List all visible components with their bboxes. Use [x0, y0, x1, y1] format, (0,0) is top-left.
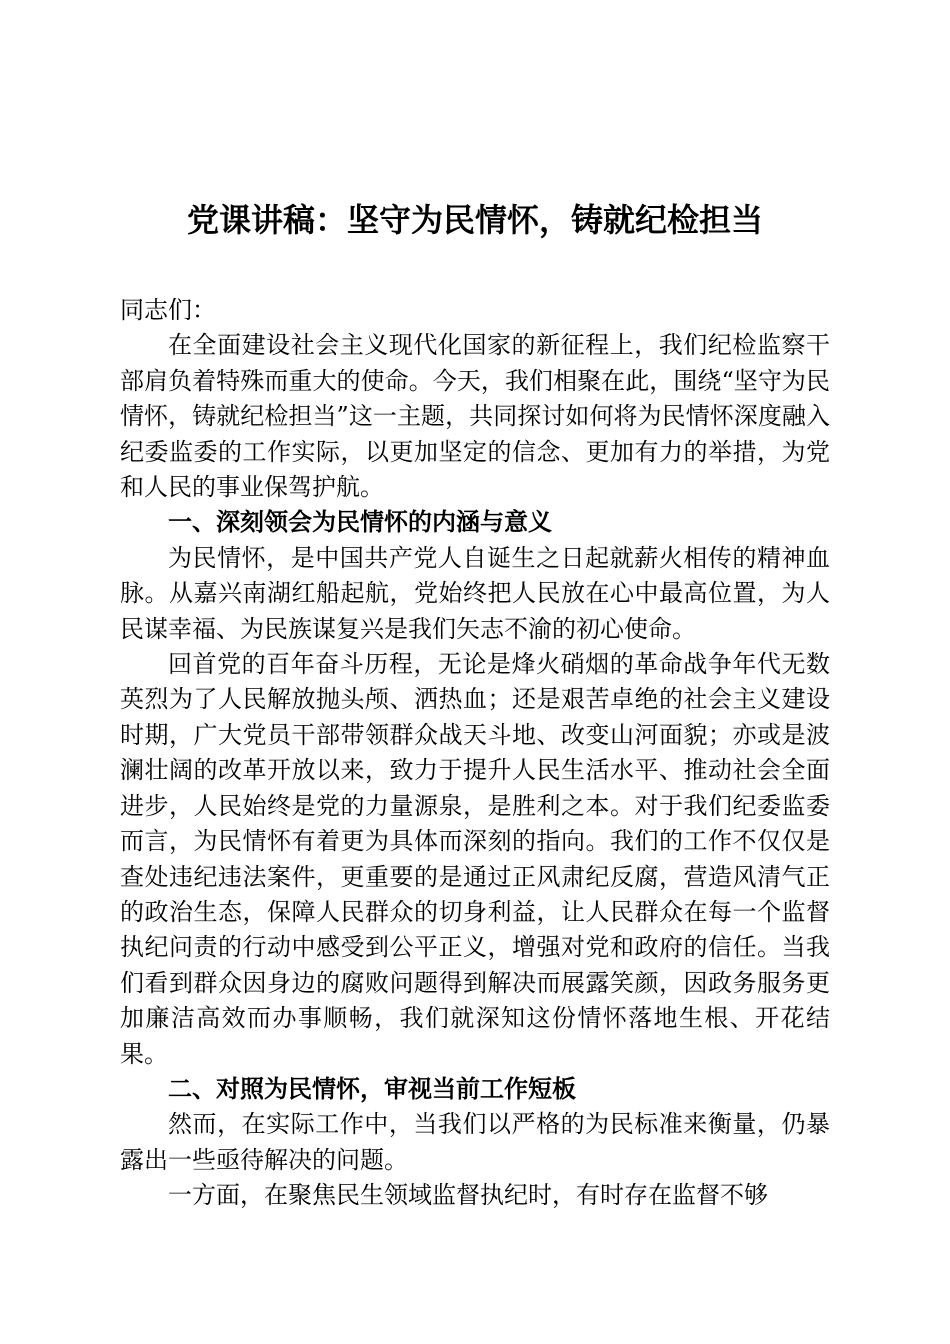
section-1-paragraph-2: 回首党的百年奋斗历程，无论是烽火硝烟的革命战争年代无数英烈为了人民解放抛头颅、洒热血；还是艰苦卓绝的社会主义建设时期，广大党员干部带领群众战天斗地、改变山河面貌；亦或是波澜壮阔的改革开放以来，致力于提升人民生活水平、推动社会全面进步，人民始终是党的力量源泉，是胜利之本。对于我们纪委监委而言，为民情怀有着更为具体而深刻的指向。我们的工作不仅仅是查处违纪违法案件，更重要的是通过正风肃纪反腐，营造风清气正的政治生态，保障人民群众的切身利益，让人民群众在每一个监督执纪问责的行动中感受到公平正义，增强对党和政府的信任。当我们看到群众因身边的腐败问题得到解决而展露笑颜，因政务服务更加廉洁高效而办事顺畅，我们就深知这份情怀落地生根、开花结果。	[120, 650, 830, 1068]
section-heading-1: 一、深刻领会为民情怀的内涵与意义	[168, 508, 552, 537]
section-heading-2: 二、对照为民情怀，审视当前工作短板	[168, 1074, 576, 1103]
document-body	[120, 293, 830, 1214]
intro-paragraph: 在全面建设社会主义现代化国家的新征程上，我们纪检监察干部肩负着特殊而重大的使命。今天，我们相聚在此，围绕“坚守为民情怀，铸就纪检担当”这一主题，共同探讨如何将为民情怀深度融入纪委监委的工作实际，以更加坚定的信念、更加有力的举措，为党和人民的事业保驾护航。	[120, 331, 830, 502]
salutation: 同志们：	[120, 296, 216, 324]
section-2-paragraph-2: 一方面，在聚焦民生领域监督执纪时，有时存在监督不够	[168, 1181, 768, 1210]
section-2-paragraph-1: 然而，在实际工作中，当我们以严格的为民标准来衡量，仍暴露出一些亟待解决的问题。	[120, 1110, 830, 1174]
section-1-paragraph-1: 为民情怀，是中国共产党人自诞生之日起就薪火相传的精神血脉。从嘉兴南湖红船起航，党始终把人民放在心中最高位置，为人民谋幸福、为民族谋复兴是我们矢志不渝的初心使命。	[120, 543, 830, 643]
document-title: 党课讲稿：坚守为民情怀，铸就纪检担当	[186, 201, 763, 239]
